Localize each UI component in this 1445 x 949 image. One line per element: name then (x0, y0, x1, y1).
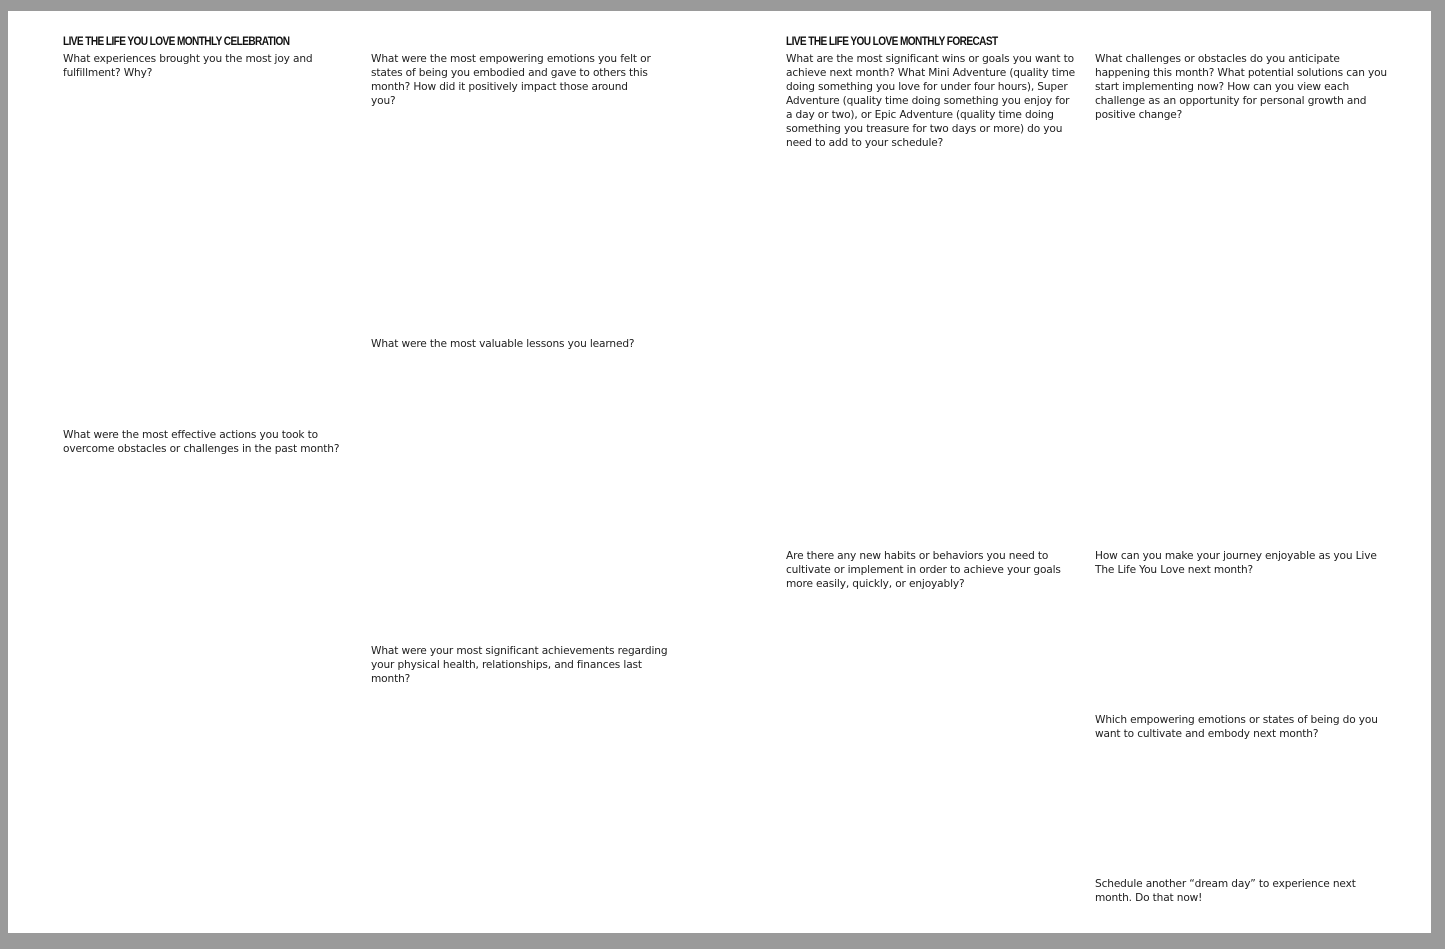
forecast-prompt-emotions: Which empowering emotions or states of being do you want to cultivate and embody next month? (1095, 714, 1378, 740)
celebration-prompt-joy: What experiences brought you the most joy and fulfillment? Why? (63, 53, 313, 79)
celebration-heading: LIVE THE LIFE YOU LOVE MONTHLY CELEBRATION (63, 34, 290, 48)
celebration-prompt-emotions: What were the most empowering emotions you felt or states of being you embodied and gave to others this month? How did it positively impact those around you? (371, 53, 651, 107)
forecast-prompt-journey: How can you make your journey enjoyable as you Live The Life You Love next month? (1095, 550, 1377, 576)
celebration-prompt-achievements: What were your most significant achievements regarding your physical health, relationships, and finances last month? (371, 645, 668, 685)
journal-spread (8, 11, 1431, 933)
forecast-prompt-habits: Are there any new habits or behaviors you need to cultivate or implement in order to achieve your goals more easily, quickly, or enjoyably? (786, 550, 1061, 590)
forecast-prompt-goals: What are the most significant wins or goals you want to achieve next month? What Mini Adventure (quality time doing something you love for under four hours), Super Adventure (quality time doing something you enjoy for a day or two), or Epic Adventure (quality time doing something you treasure for two days or more) do you need to add to your schedule? (786, 53, 1076, 149)
celebration-prompt-actions: What were the most effective actions you took to overcome obstacles or challenges in the past month? (63, 429, 340, 455)
forecast-prompt-dream-day: Schedule another “dream day” to experience next month. Do that now! (1095, 878, 1356, 904)
forecast-heading: LIVE THE LIFE YOU LOVE MONTHLY FORECAST (786, 34, 998, 48)
forecast-prompt-challenges: What challenges or obstacles do you anticipate happening this month? What potential solutions can you start implementing now? How can you view each challenge as an opportunity for personal growth and positive change? (1095, 53, 1388, 121)
celebration-prompt-lessons: What were the most valuable lessons you learned? (371, 338, 635, 350)
